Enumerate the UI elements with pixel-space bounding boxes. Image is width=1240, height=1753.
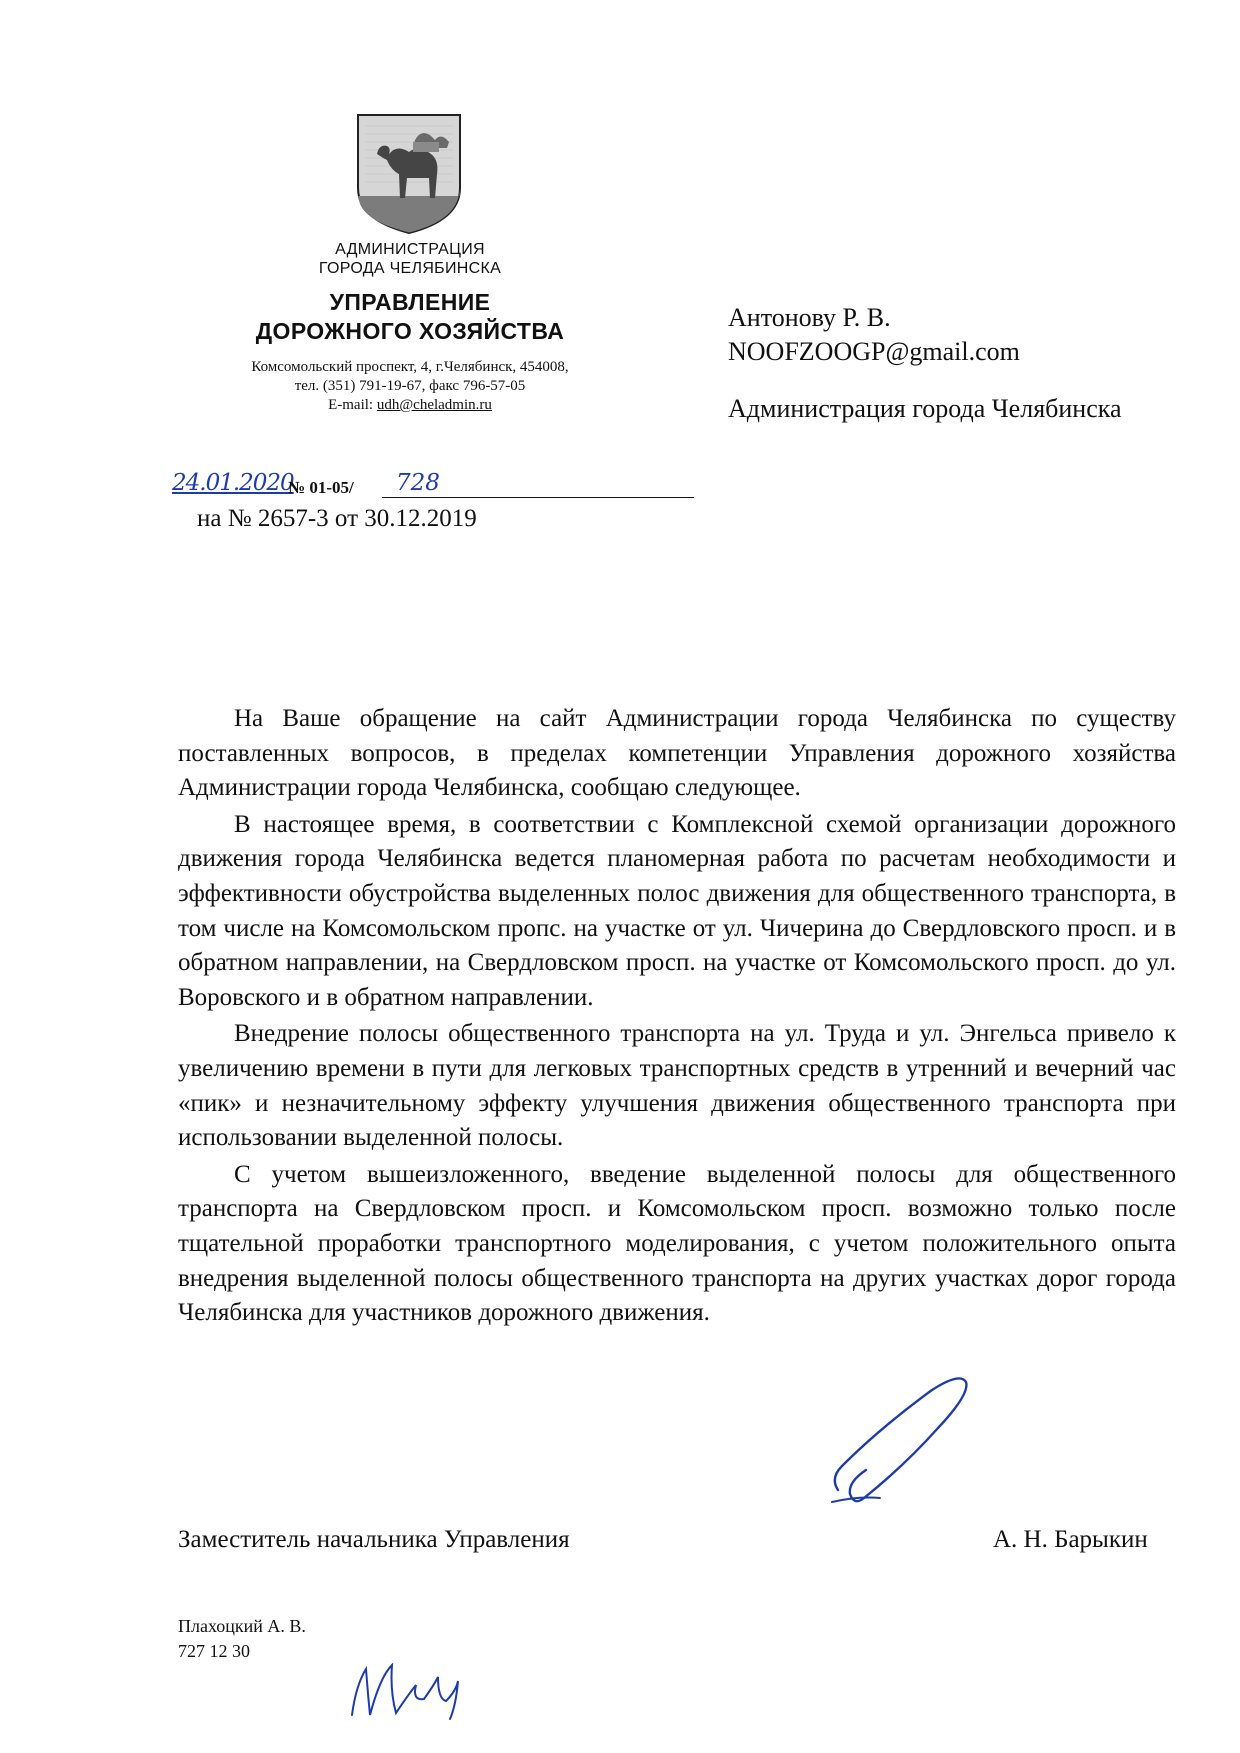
reference-number-prefix: № 01-05/ [288,478,354,497]
number-underline [382,497,694,498]
handwritten-signature [820,1370,990,1520]
department-name-line-2: ДОРОЖНОГО ХОЗЯЙСТВА [255,318,565,344]
letter-body [178,702,1176,1333]
chelyabinsk-coat-of-arms-icon [355,112,463,236]
executor-phone: 727 12 30 [178,1641,250,1661]
admin-name-line-1: АДМИНИСТРАЦИЯ [335,241,485,258]
sender-email: udh@cheladmin.ru [376,397,492,413]
recipient-block [728,301,1122,426]
signer-position: Заместитель начальника Управления [178,1526,570,1553]
recipient-name: Антонову Р. В. [728,303,891,332]
body-paragraph: В настоящее время, в соответствии с Комплексной схемой организации дорожного движения города Челябинска ведется планомерная работа по расчетам необходимости и эффективности обустройства выделенных полос движения для общественного транспорта, в том числе на Комсомольском пропс. на участке от ул. Чичерина до Свердловского просп. и в обратном направлении, на Свердловском просп. на участке от Комсомольского просп. до ул. Воровского и в обратном направлении. [178,810,1176,1011]
handwritten-initials [346,1655,476,1727]
sender-contacts [185,358,635,415]
body-paragraph: На Ваше обращение на сайт Администрации города Челябинска по существу поставленных вопросов, в пределах компетенции Управления дорожного хозяйства Администрации города Челябинска, сообщаю следующее. [178,705,1176,802]
executor-name: Плахоцкий А. В. [178,1616,306,1636]
signer-name: А. Н. Барыкин [993,1526,1148,1553]
executor-block [178,1614,306,1664]
department-name [185,288,635,346]
sender-email-line [185,396,635,415]
department-name-line-1: УПРАВЛЕНИЕ [329,289,491,315]
body-paragraph: Внедрение полосы общественного транспорта на ул. Труда и ул. Энгельса привело к увеличению времени в пути для легковых транспортных средств в утренний и вечерний час «пик» и незначительному эффекту улучшения движения общественного транспорта при использовании выделенной полосы. [178,1020,1176,1152]
outgoing-reference [172,470,532,500]
handwritten-date: 24.01.2020 [172,470,294,496]
email-label: E-mail: [328,397,374,413]
recipient-email: NOOFZOOGP@gmail.com [728,337,1020,366]
coat-of-arms-emblem [355,112,463,236]
recipient-organization: Администрация города Челябинска [728,394,1122,423]
admin-name-line-2: ГОРОДА ЧЕЛЯБИНСКА [318,260,502,277]
sender-phones: тел. (351) 791-19-67, факс 796-57-05 [294,378,526,394]
body-paragraph: С учетом вышеизложенного, введение выделенной полосы для общественного транспорта на Свердловском просп. и Комсомольском просп. возможно только после тщательной проработки транспортного моделирования, с учетом положительного опыта внедрения выделенной полосы общественного транспорта на других участках дорог города Челябинска для участников дорожного движения. [178,1160,1176,1327]
sender-address: Комсомольский проспект, 4, г.Челябинск, 454008, [251,359,569,375]
handwritten-number: 728 [396,470,440,496]
reply-to-reference: на № 2657-3 от 30.12.2019 [197,505,477,532]
sender-block [185,240,635,415]
